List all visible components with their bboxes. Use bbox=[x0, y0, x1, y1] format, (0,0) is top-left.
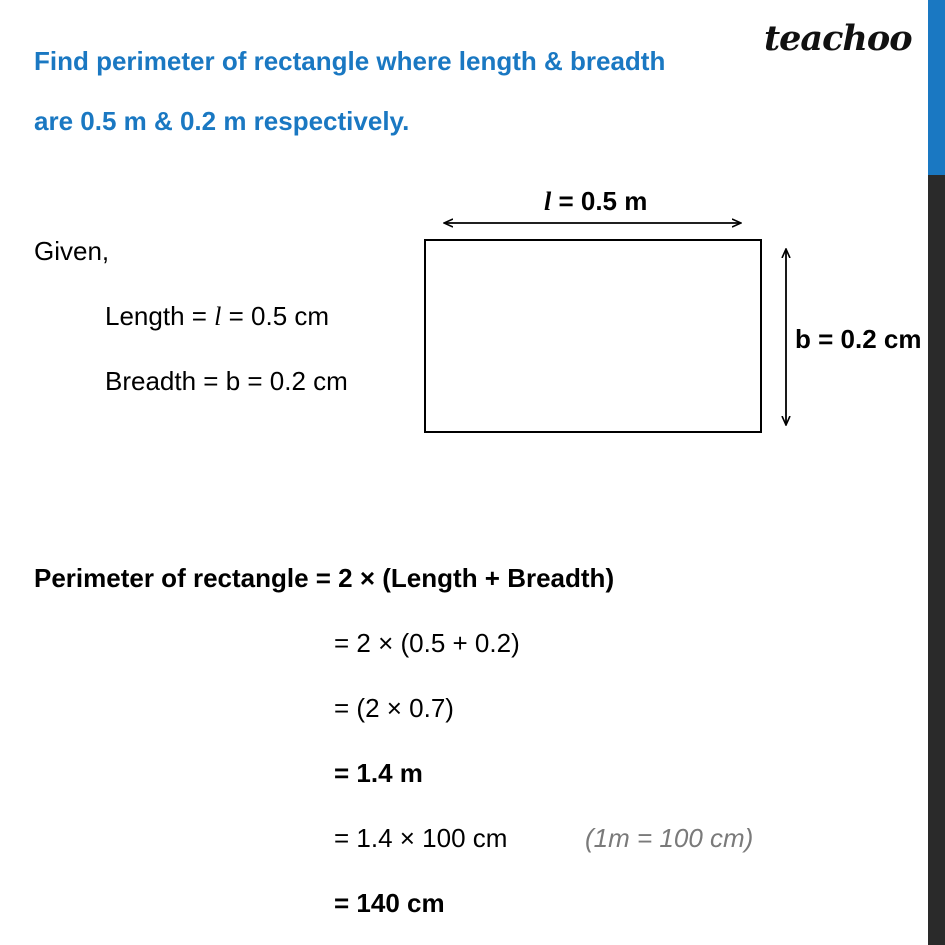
given-length-suffix: = 0.5 cm bbox=[221, 301, 330, 331]
length-label-symbol: l bbox=[544, 187, 552, 216]
solution-step-2: = (2 × 0.7) bbox=[334, 693, 454, 723]
solution-step-3: = 1.4 m bbox=[334, 758, 423, 788]
solution-step-4: = 1.4 × 100 cm bbox=[334, 823, 508, 853]
given-breadth: Breadth = b = 0.2 cm bbox=[105, 366, 348, 396]
final-answer: = 140 cm bbox=[334, 888, 445, 918]
question-line-1: Find perimeter of rectangle where length & breadth bbox=[34, 46, 666, 76]
breadth-label: b = 0.2 cm bbox=[795, 324, 922, 354]
rectangle-shape bbox=[425, 240, 761, 432]
question-line-2: are 0.5 m & 0.2 m respectively. bbox=[34, 106, 410, 136]
length-label-value: = 0.5 m bbox=[551, 186, 648, 216]
given-heading: Given, bbox=[34, 236, 110, 266]
conversion-note: (1m = 100 cm) bbox=[585, 823, 754, 853]
teachoo-logo: teachoo bbox=[764, 18, 912, 59]
given-length-prefix: Length = bbox=[105, 301, 215, 331]
given-length-symbol: l bbox=[214, 302, 222, 331]
perimeter-formula: Perimeter of rectangle = 2 × (Length + Breadth) bbox=[34, 563, 615, 593]
length-label bbox=[544, 186, 647, 217]
solution-step-1: = 2 × (0.5 + 0.2) bbox=[334, 628, 520, 658]
